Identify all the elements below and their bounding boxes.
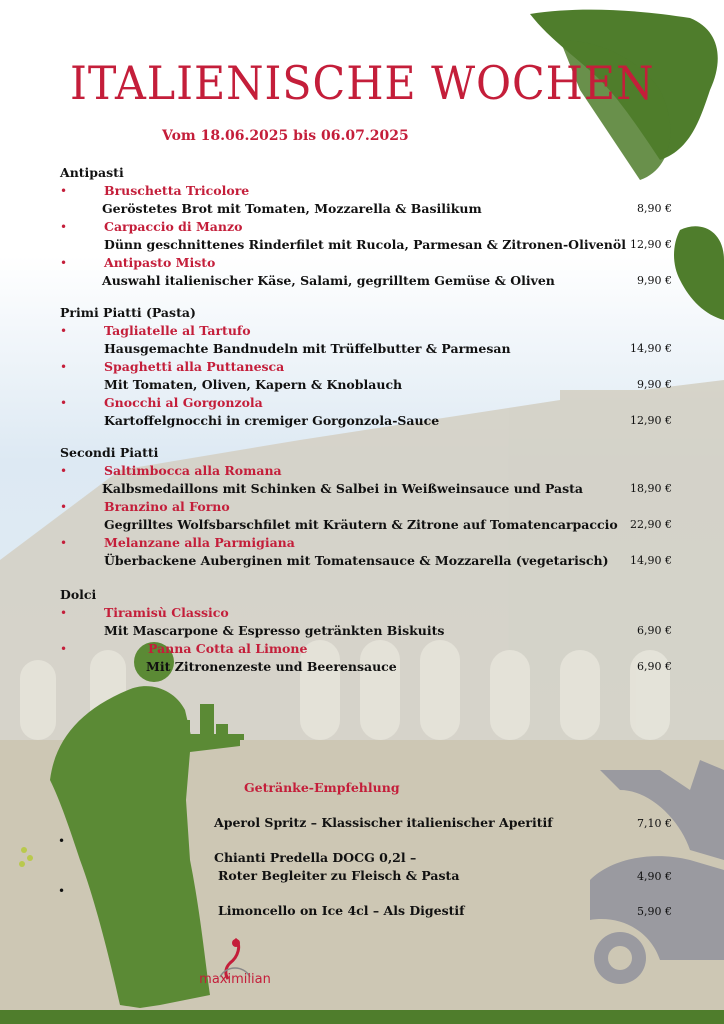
section-dolci [60,586,700,676]
dish-description: Geröstetes Brot mit Tomaten, Mozzarella & Basilikum [102,201,482,216]
dish-price: 6,90 € [637,624,672,637]
bullet-icon: • [58,834,66,848]
menu-item [60,640,700,676]
dish-name: Panna Cotta al Limone [148,641,308,656]
dish-description: Hausgemachte Bandnudeln mit Trüffelbutter & Parmesan [104,341,511,356]
dish-name: Antipasto Misto [104,255,216,270]
dish-name: Carpaccio di Manzo [104,219,243,234]
dish-description: Dünn geschnittenes Rinderfilet mit Rucola, Parmesan & Zitronen-Olivenöl [104,237,626,252]
dish-name: Saltimbocca alla Romana [104,463,282,478]
bullet-icon: • [60,536,68,550]
dish-price: 12,90 € [630,414,672,427]
section-title: Antipasti [60,165,124,180]
bullet-icon: • [60,324,68,338]
dish-description: Mit Mascarpone & Espresso getränkten Biskuits [104,623,445,638]
dish-name: Spaghetti alla Puttanesca [104,359,285,374]
bullet-icon: • [60,256,68,270]
drink-item: Chianti Predella DOCG 0,2l – [214,850,417,865]
bullet-icon: • [60,500,68,514]
menu-item [60,498,700,534]
menu-item [60,358,700,394]
bullet-icon: • [60,220,68,234]
dish-description: Auswahl italienischer Käse, Salami, gegrilltem Gemüse & Oliven [102,273,555,288]
section-title: Primi Piatti (Pasta) [60,305,196,320]
dish-name: Branzino al Forno [104,499,230,514]
section-primi-piatti [60,304,700,430]
dish-price: 22,90 € [630,518,672,531]
menu-item [60,322,700,358]
section-secondi-piatti [60,444,700,570]
dish-description: Überbackene Auberginen mit Tomatensauce & Mozzarella (vegetarisch) [104,553,609,568]
bullet-icon: • [60,396,68,410]
bullet-icon: • [60,360,68,374]
dish-description: Mit Zitronenzeste und Beerensauce [146,659,397,674]
drink-item-subline: Roter Begleiter zu Fleisch & Pasta [218,868,460,883]
page-title: ITALIENISCHE WOCHEN [70,56,655,110]
dish-name: Tagliatelle al Tartufo [104,323,251,338]
drink-item: Limoncello on Ice 4cl – Als Digestif [218,903,465,918]
dish-price: 18,90 € [630,482,672,495]
drink-price: 7,10 € [637,817,672,830]
dish-price: 14,90 € [630,554,672,567]
drink-price: 5,90 € [637,905,672,918]
drink-price: 4,90 € [637,870,672,883]
menu-item [60,394,700,430]
date-range: Vom 18.06.2025 bis 06.07.2025 [162,128,409,144]
bullet-icon: • [60,642,68,656]
drinks-title: Getränke-Empfehlung [244,780,400,795]
dish-price: 8,90 € [637,202,672,215]
dish-description: Gegrilltes Wolfsbarschfilet mit Kräutern & Zitrone auf Tomatencarpaccio [104,517,618,532]
menu-item [60,254,700,290]
section-antipasti [60,164,700,290]
dish-price: 12,90 € [630,238,672,251]
menu-item [60,218,700,254]
dish-price: 9,90 € [637,274,672,287]
bullet-icon: • [60,464,68,478]
dish-description: Mit Tomaten, Oliven, Kapern & Knoblauch [104,377,403,392]
dish-price: 9,90 € [637,378,672,391]
dish-price: 14,90 € [630,342,672,355]
menu-item [60,534,700,570]
dish-name: Bruschetta Tricolore [104,183,250,198]
drink-item: Aperol Spritz – Klassischer italienischer Aperitif [214,815,553,830]
dish-price: 6,90 € [637,660,672,673]
bullet-icon: • [60,184,68,198]
dish-name: Tiramisù Classico [104,605,229,620]
menu-item [60,182,700,218]
dish-description: Kalbsmedaillons mit Schinken & Salbei in Weißweinsauce und Pasta [102,481,584,496]
section-title: Secondi Piatti [60,445,159,460]
logo-text: maximilian [199,972,271,987]
bullet-icon: • [58,884,66,898]
dish-description: Kartoffelgnocchi in cremiger Gorgonzola-Sauce [104,413,440,428]
dish-name: Gnocchi al Gorgonzola [104,395,263,410]
section-title: Dolci [60,587,97,602]
dish-name: Melanzane alla Parmigiana [104,535,295,550]
bullet-icon: • [60,606,68,620]
menu-item [60,462,700,498]
menu-item [60,604,700,640]
